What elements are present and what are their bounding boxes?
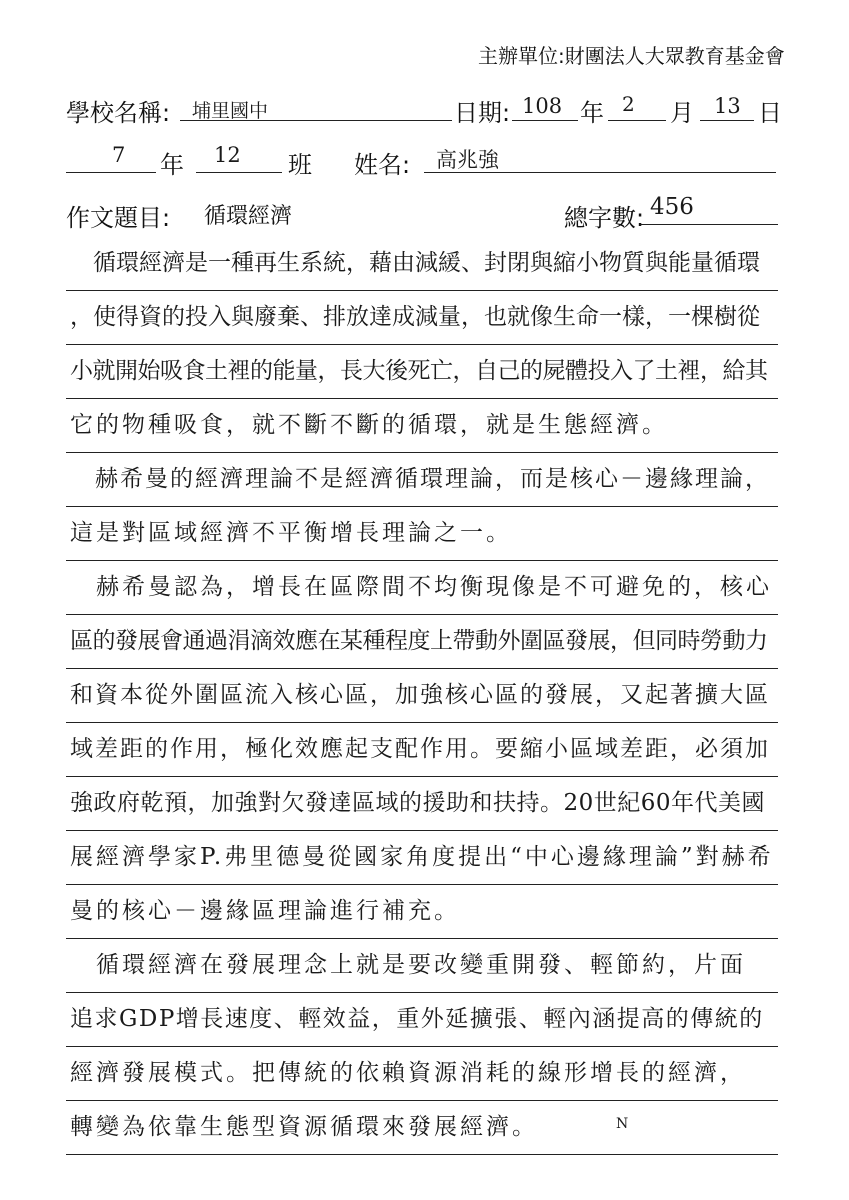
ruled-line [66,398,778,399]
class-label: 班 [288,151,312,179]
ruled-line [66,992,778,993]
ruled-line [66,1154,778,1155]
essay-line: 這是對區域經濟不平衡增長理論之一。 [70,520,512,546]
ruled-line [66,884,778,885]
ruled-line [66,560,778,561]
date-year-underline [512,120,578,121]
margin-mark: N [616,1116,629,1132]
essay-line: 它的物種吸食，就不斷不斷的循環，就是生態經濟。 [70,412,668,438]
word-count-label: 總字數: [564,204,645,232]
essay-line: 赫希曼的經濟理論不是經濟循環理論，而是核心－邊緣理論， [70,466,770,492]
essay-line: 小就開始吸食土裡的能量，長大後死亡，自己的屍體投入了土裡，給其 [70,358,768,384]
school-name-label: 學校名稱: [66,99,171,127]
school-name-value: 埔里國中 [192,100,269,122]
student-name-underline [424,172,776,173]
student-name-value: 高兆強 [436,148,499,172]
ruled-line [66,776,778,777]
word-count-underline [640,224,778,225]
date-label: 日期: [454,99,511,127]
ruled-line [66,614,778,615]
essay-line: 經濟發展模式。把傳統的依賴資源消耗的線形增長的經濟， [70,1060,746,1086]
essay-line: 循環經濟是一種再生系統，藉由減緩、封閉與縮小物質與能量循環 [70,250,760,276]
date-month-value: 2 [622,92,635,116]
ruled-line [66,830,778,831]
class-value: 12 [214,143,241,167]
month-label: 月 [670,99,694,127]
organizer-label: 主辦單位:財團法人大眾教育基金會 [478,44,785,68]
essay-line: 區的發展會通過涓滴效應在某種程度上帶動外圍區發展，但同時勞動力 [70,628,768,654]
student-name-label: 姓名: [354,151,411,179]
date-year-value: 108 [522,94,563,118]
date-day-underline [700,120,754,121]
essay-line: 域差距的作用，極化效應起支配作用。要縮小區域差距，必須加 [70,736,770,762]
topic-value: 循環經濟 [204,204,293,229]
ruled-line [66,722,778,723]
ruled-line [66,290,778,291]
essay-line: ，使得資的投入與廢棄、排放達成減量，也就像生命一樣，一棵樹從 [70,304,760,330]
topic-label: 作文題目: [66,204,171,232]
essay-line: 赫希曼認為，增長在區際間不均衡現像是不可避免的，核心 [70,574,772,600]
word-count-value: 456 [650,194,694,220]
date-month-underline [608,120,666,121]
essay-line: 展經濟學家P.弗里德曼從國家角度提出“中心邊緣理論”對赫希 [70,844,774,870]
day-label: 日 [758,99,782,127]
date-day-value: 13 [714,94,741,118]
ruled-line [66,344,778,345]
grade-underline [66,172,156,173]
ruled-line [66,506,778,507]
essay-line: 和資本從外圍區流入核心區，加強核心區的發展，又起著擴大區 [70,682,770,708]
year-label: 年 [580,99,604,127]
ruled-line [66,668,778,669]
essay-line: 強政府乾預，加強對欠發達區域的援助和扶持。20世紀60年代美國 [70,790,766,816]
essay-line: 循環經濟在發展理念上就是要改變重開發、輕節約，片面 [70,952,746,978]
essay-line: 追求GDP增長速度、輕效益，重外延擴張、輕內涵提高的傳統的 [70,1006,764,1032]
grade-value: 7 [112,143,126,167]
ruled-line [66,938,778,939]
essay-line: 轉變為依靠生態型資源循環來發展經濟。 [70,1114,538,1140]
ruled-line [66,452,778,453]
essay-line: 曼的核心－邊緣區理論進行補充。 [70,898,460,924]
class-underline [196,172,282,173]
school-name-underline [180,120,452,121]
ruled-line [66,1046,778,1047]
grade-label: 年 [160,151,184,179]
ruled-line [66,1100,778,1101]
